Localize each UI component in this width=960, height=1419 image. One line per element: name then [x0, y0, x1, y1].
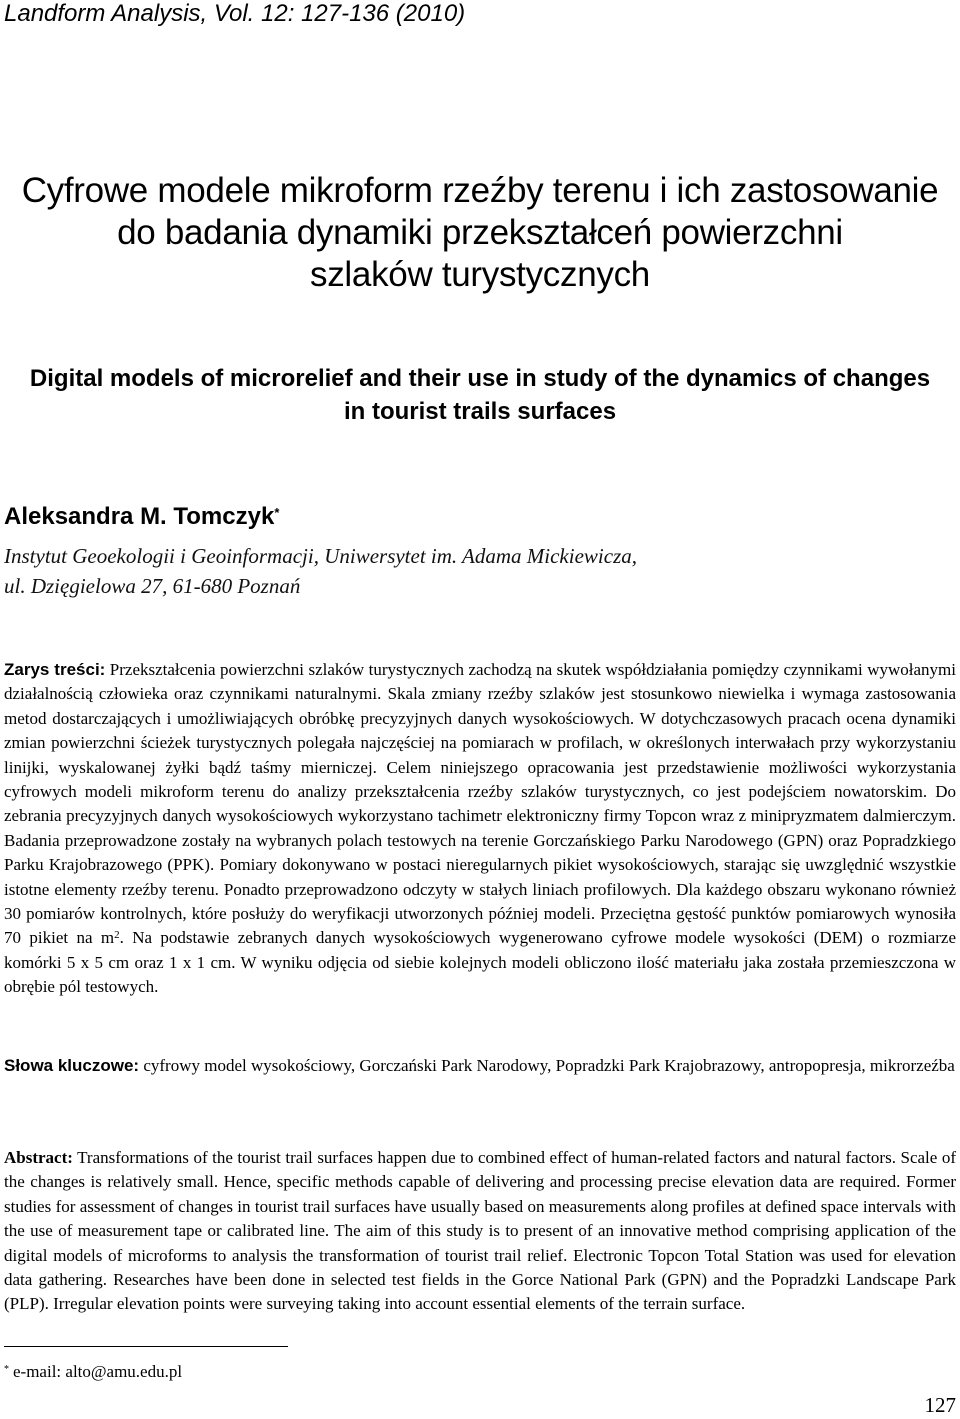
footnote-mark: * — [4, 1364, 9, 1375]
abstract-english-text: Transformations of the tourist trail surfaces happen due to combined effect of human-related factors and natural factors. Scale of the changes is relatively small. Hence, specific methods capable of delivering and processing precise elevation data are required. Former studies for assessment of changes in tourist trail surfaces have usually based on measurements along profiles at defined space intervals with the use of measurement tape or calibrated line. The aim of this study is to present of an innovative method comprising application of the digital models of microforms to analysis the transformation of tourist trail relief. Electronic Topcon Total Station was used for elevation data gathering. Researches have been done in selected test fields in the Gorce National Park (GPN) and the Popradzki Landscape Park (PLP). Irregular elevation points were surveying taking into account essential elements of the terrain surface. — [4, 1148, 956, 1314]
title-english-line: Digital models of microrelief and their use in study of the dynamics of changes — [29, 365, 931, 392]
title-polish-line: szlaków turystycznych — [310, 255, 650, 294]
author-name-text: Aleksandra M. Tomczyk — [4, 503, 275, 530]
abstract-polish-text-a: Przekształcenia powierzchni szlaków turystycznych zachodzą na skutek współdziałania pomiędzy czynnikami wywołanymi działalnością człowieka oraz czynnikami naturalnymi. Skala zmiany rzeźby szlaków jest stosunkowo niewielka i wymaga zastosowania metod dostarczających i umożliwiających obróbkę precyzyjnych danych wysokościowych. W dotychczasowych pracach ocena dynamiki zmian powierzchni ścieżek turystycznych polegała najczęściej na pomiarach w profilach, w określonych interwałach przy wykorzystaniu linijki, wyskalowanej żyłki bądź taśmy mierniczej. Celem niniejszego opracowania jest przedstawienie możliwości wykorzystania cyfrowych modeli mikroform terenu do analizy przekształcenia rzeźby szlaków turystycznych, co jest podejściem nowatorskim. Do zebrania precyzyjnych danych wysokościowych wykorzystano tachimetr elektroniczny firmy Topcon wraz z minipryzmatem dalmierczym. Badania przeprowadzone zostały na wybranych polach testowych na terenie Gorczańskiego Parku Narodowego (GPN) oraz Popradzkiego Parku Krajobrazowego (PPK). Pomiary dokonywano w postaci nieregularnych pikiet wysokościowych, starając się uwzględnić wszystkie istotne elementy rzeźby terenu. Ponadto przeprowadzono odczyty w stałych liniach profilowych. Dla każdego obszaru wykonano również 30 pomiarów kontrolnych, które posłuży do weryfikacji utworzonych później modeli. Przeciętna gęstość punktów pomiarowych wynosiła 70 pikiet na m — [4, 660, 956, 948]
title-english — [0, 362, 960, 428]
journal-header: Landform Analysis, Vol. 12: 127-136 (2010) — [4, 0, 466, 27]
keywords-label: Słowa kluczowe: — [4, 1056, 140, 1075]
abstract-polish-superscript: 2 — [114, 929, 120, 942]
author-footnote-mark: * — [274, 505, 280, 520]
keywords-text: cyfrowy model wysokościowy, Gorczański Park Narodowy, Popradzki Park Krajobrazowy, antropopresja, mikrorzeźba — [139, 1056, 955, 1075]
keywords-polish — [4, 1054, 956, 1078]
abstract-english-label: Abstract: — [4, 1148, 73, 1167]
affiliation-line: Instytut Geoekologii i Geoinformacji, Uniwersytet im. Adama Mickiewicza, — [4, 544, 637, 568]
footnote-divider — [4, 1346, 288, 1347]
title-polish — [0, 170, 960, 296]
title-polish-line: do badania dynamiki przekształceń powierzchni — [117, 213, 843, 252]
author-affiliation — [4, 541, 704, 601]
title-english-line: in tourist trails surfaces — [343, 398, 617, 425]
affiliation-line: ul. Dzięgielowa 27, 61-680 Poznań — [4, 574, 301, 598]
abstract-polish — [4, 658, 956, 1000]
footnote-email[interactable]: e-mail: alto@amu.edu.pl — [13, 1362, 183, 1381]
abstract-polish-text-b: . Na podstawie zebranych danych wysokościowych wygenerowano cyfrowe modele wysokości (DEM) o rozmiarze komórki 5 x 5 cm oraz 1 x 1 cm. W wyniku odjęcia od siebie kolejnych modeli obliczono ilość materiału jaka została przemieszczona w obrębie pól testowych. — [4, 928, 956, 997]
footnote — [4, 1360, 182, 1384]
title-polish-line: Cyfrowe modele mikroform rzeźby terenu i ich zastosowanie — [21, 171, 939, 210]
page-number: 127 — [924, 1393, 956, 1417]
abstract-english — [4, 1146, 956, 1317]
abstract-polish-label: Zarys treści: — [4, 660, 106, 679]
author-name — [4, 502, 279, 532]
